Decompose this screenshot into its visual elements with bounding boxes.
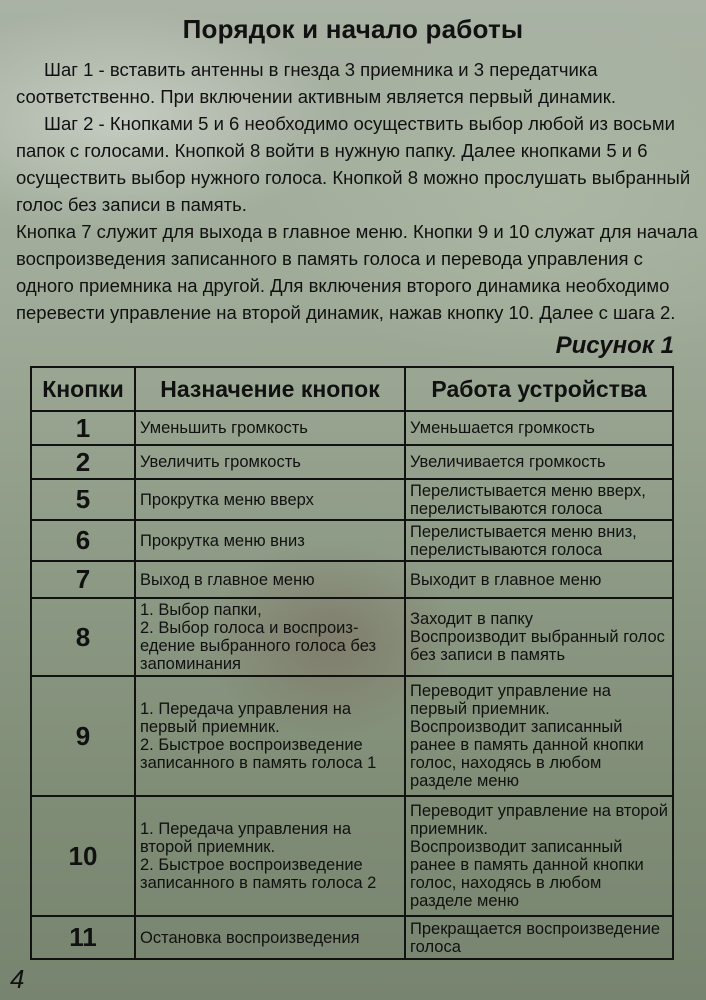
button-purpose: 1. Выбор папки, 2. Выбор голоса и воспроиз-едение выбранного голоса без запоминания <box>135 598 405 676</box>
device-action: Выходит в главное меню <box>405 561 673 598</box>
button-purpose: Выход в главное меню <box>135 561 405 598</box>
page-title: Порядок и начало работы <box>182 14 524 44</box>
table-row <box>31 561 673 598</box>
buttons-paragraph: Кнопка 7 служит для выхода в главное меню. Кнопки 9 и 10 служат для начала воспроизведения записанного в память голоса и перевода управления с одного приемника на другой. Для включения второго динамика необходимо перевести управление на второй динамик, нажав кнопку 10. Далее с шага 2. <box>16 221 698 323</box>
header-result: Работа устройства <box>405 367 673 411</box>
button-purpose: 1. Передача управления на первый приемник. 2. Быстрое воспроизведение записанного в память голоса 1 <box>135 676 405 796</box>
step-1-paragraph: Шаг 1 - вставить антенны в гнезда 3 приемника и 3 передатчика соответственно. При включении активным является первый динамик. <box>16 59 616 107</box>
button-purpose: Прокрутка меню вниз <box>135 520 405 561</box>
button-purpose: Остановка воспроизведения <box>135 916 405 959</box>
button-number: 11 <box>31 916 135 959</box>
button-number: 10 <box>31 796 135 916</box>
button-number: 7 <box>31 561 135 598</box>
button-purpose: Увеличить громкость <box>135 445 405 479</box>
device-action: Увеличивается громкость <box>405 445 673 479</box>
table-row <box>31 445 673 479</box>
button-purpose: 1. Передача управления на второй приемник. 2. Быстрое воспроизведение записанного в память голоса 2 <box>135 796 405 916</box>
table-row <box>31 676 673 796</box>
device-action: Перелистывается меню вниз, перелистываются голоса <box>405 520 673 561</box>
device-action: Уменьшается громкость <box>405 411 673 445</box>
header-purpose: Назначение кнопок <box>135 367 405 411</box>
button-purpose: Уменьшить громкость <box>135 411 405 445</box>
device-action: Перелистывается меню вверх, перелистываются голоса <box>405 479 673 520</box>
button-number: 5 <box>31 479 135 520</box>
button-number: 9 <box>31 676 135 796</box>
button-number: 1 <box>31 411 135 445</box>
button-number: 8 <box>31 598 135 676</box>
device-action: Переводит управление на первый приемник. Воспроизводит записанный ранее в память данной кнопки голос, находясь в любом разделе меню <box>405 676 673 796</box>
header-buttons: Кнопки <box>31 367 135 411</box>
table-row <box>31 520 673 561</box>
table-row <box>31 411 673 445</box>
button-number: 6 <box>31 520 135 561</box>
table-row <box>31 479 673 520</box>
button-number: 2 <box>31 445 135 479</box>
table-row <box>31 796 673 916</box>
button-purpose: Прокрутка меню вверх <box>135 479 405 520</box>
table-row <box>31 916 673 959</box>
device-action: Прекращается воспроизведение голоса <box>405 916 673 959</box>
buttons-table <box>30 366 674 960</box>
device-action: Заходит в папку Воспроизводит выбранный голос без записи в память <box>405 598 673 676</box>
table-row <box>31 598 673 676</box>
step-2-paragraph: Шаг 2 - Кнопками 5 и 6 необходимо осуществить выбор любой из восьми папок с голосами. Кнопкой 8 войти в нужную папку. Далее кнопками 5 и 6 осуществить выбор нужного голоса. Кнопкой 8 можно прослушать выбранный голос без записи в память. <box>16 113 691 215</box>
table-header-row <box>31 367 673 411</box>
page-number: 4 <box>10 964 25 994</box>
figure-label: Рисунок 1 <box>555 332 674 359</box>
intro-text <box>16 56 698 326</box>
device-action: Переводит управление на второй приемник. Воспроизводит записанный ранее в память данной кнопки голос, находясь в любом разделе меню <box>405 796 673 916</box>
